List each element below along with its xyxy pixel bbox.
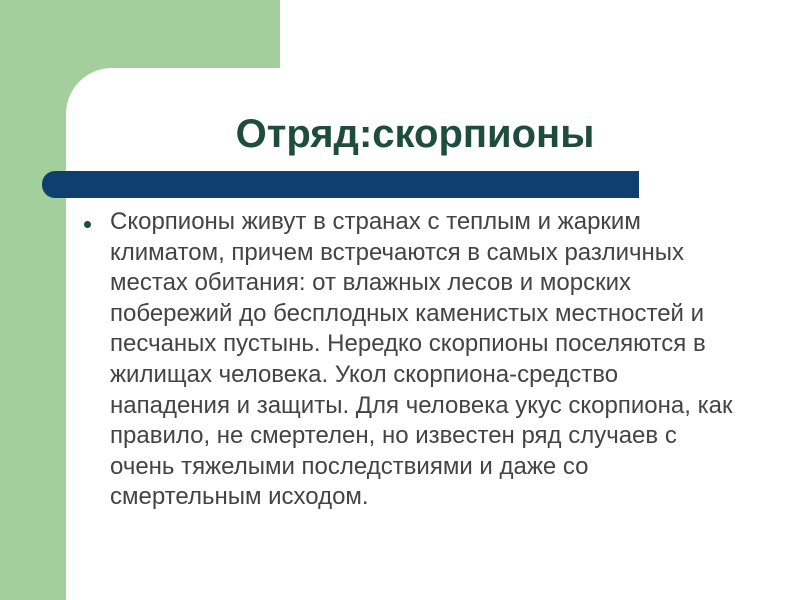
bullet-item xyxy=(70,207,750,513)
slide-title: Отряд:скорпионы xyxy=(235,112,595,156)
slide-content xyxy=(70,207,750,513)
title-divider-bar xyxy=(42,171,639,198)
bullet-text: Скорпионы живут в странах с теплым и жарким климатом, причем встречаются в самых различных местах обитания: от влажных лесов и морских побережий до бесплодных каменистых местностей и песчаных пустынь. Нередко скорпионы поселяются в жилищах человека. Укол скорпиона-средство нападения и защиты. Для человека укус скорпиона, как правило, не смертелен, но известен ряд случаев с очень тяжелыми последствиями и даже со смертельным исходом. xyxy=(110,208,733,511)
bullet-dot-icon xyxy=(84,221,91,228)
